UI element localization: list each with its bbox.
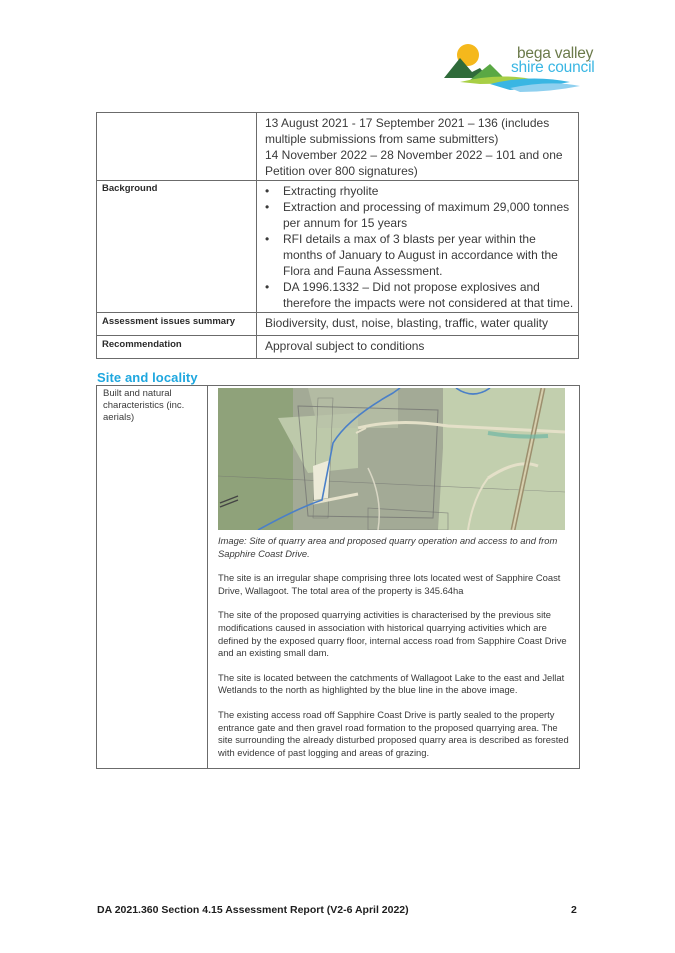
bullet-icon: • [265,280,270,294]
image-caption: Image: Site of quarry area and proposed quarry operation and access to and from Sapphire Coast Drive. [218,535,558,559]
site-table [96,385,580,769]
row-value: Biodiversity, dust, noise, blasting, traffic, water quality [257,313,579,336]
list-item [265,231,574,279]
table-row-recommendation [97,336,579,359]
paragraph: The site is an irregular shape comprising three lots located west of Sapphire Coast Drive, Wallagoot. The total area of the property is 345.64ha [218,572,561,596]
list-item [265,279,574,311]
council-logo [440,38,630,94]
row-value: Approval subject to conditions [257,336,579,359]
aerial-map-icon [218,388,565,530]
row-value [208,386,580,769]
submission-period-2: 14 November 2022 – 28 November 2022 – 101 and one Petition over 800 signatures) [265,148,563,178]
list-item-text: RFI details a max of 3 blasts per year within the months of January to August in accordance with the Flora and Fauna Assessment. [283,232,558,278]
table-row-characteristics [97,386,580,769]
row-label: Recommendation [97,336,257,359]
row-value [257,113,579,181]
list-item [265,183,574,199]
aerial-image [218,388,565,530]
table-row-submissions [97,113,579,181]
table-row-assessment-issues [97,313,579,336]
bullet-icon: • [265,184,270,198]
section-heading: Site and locality [97,370,198,385]
logo-text-line1: bega valley [517,45,594,62]
list-item [265,199,574,231]
bullet-icon: • [265,232,270,246]
paragraph: The site is located between the catchments of Wallagoot Lake to the east and Jellat Wetlands to the north as highlighted by the blue line in the above image. [218,671,565,696]
list-item-text: DA 1996.1332 – Did not propose explosives and therefore the impacts were not considered at that time. [283,280,574,310]
row-label: Assessment issues summary [97,313,257,336]
background-list [265,183,574,311]
list-item-text: Extraction and processing of maximum 29,000 tonnes per annum for 15 years [283,200,570,230]
row-value [257,181,579,313]
summary-table [96,112,579,359]
paragraph: The existing access road off Sapphire Coast Drive is partly sealed to the property entrance gate and then gravel road formation to the proposed quarrying area. The site surrounding the already disturbed proposed quarry area is described as forested with evidence of past logging and areas of grazing. [218,708,569,758]
row-label [97,113,257,181]
logo-text-line2: shire council [511,59,595,76]
row-label: Background [97,181,257,313]
table-row-background [97,181,579,313]
bullet-icon: • [265,200,270,214]
list-item-text: Extracting rhyolite [283,184,379,198]
page-footer: DA 2021.360 Section 4.15 Assessment Report (V2-6 April 2022) [97,904,409,916]
submission-period-1: 13 August 2021 - 17 September 2021 – 136 (includes multiple submissions from same submitters) [265,116,550,146]
page-number: 2 [571,904,577,916]
row-label: Built and natural characteristics (inc. aerials) [97,386,208,769]
paragraph: The site of the proposed quarrying activities is characterised by the previous site modifications caused in association with historical quarrying activities which are defined by the exposed quarry floor, internal access road from Sapphire Coast Drive and an existing small dam. [218,609,567,659]
